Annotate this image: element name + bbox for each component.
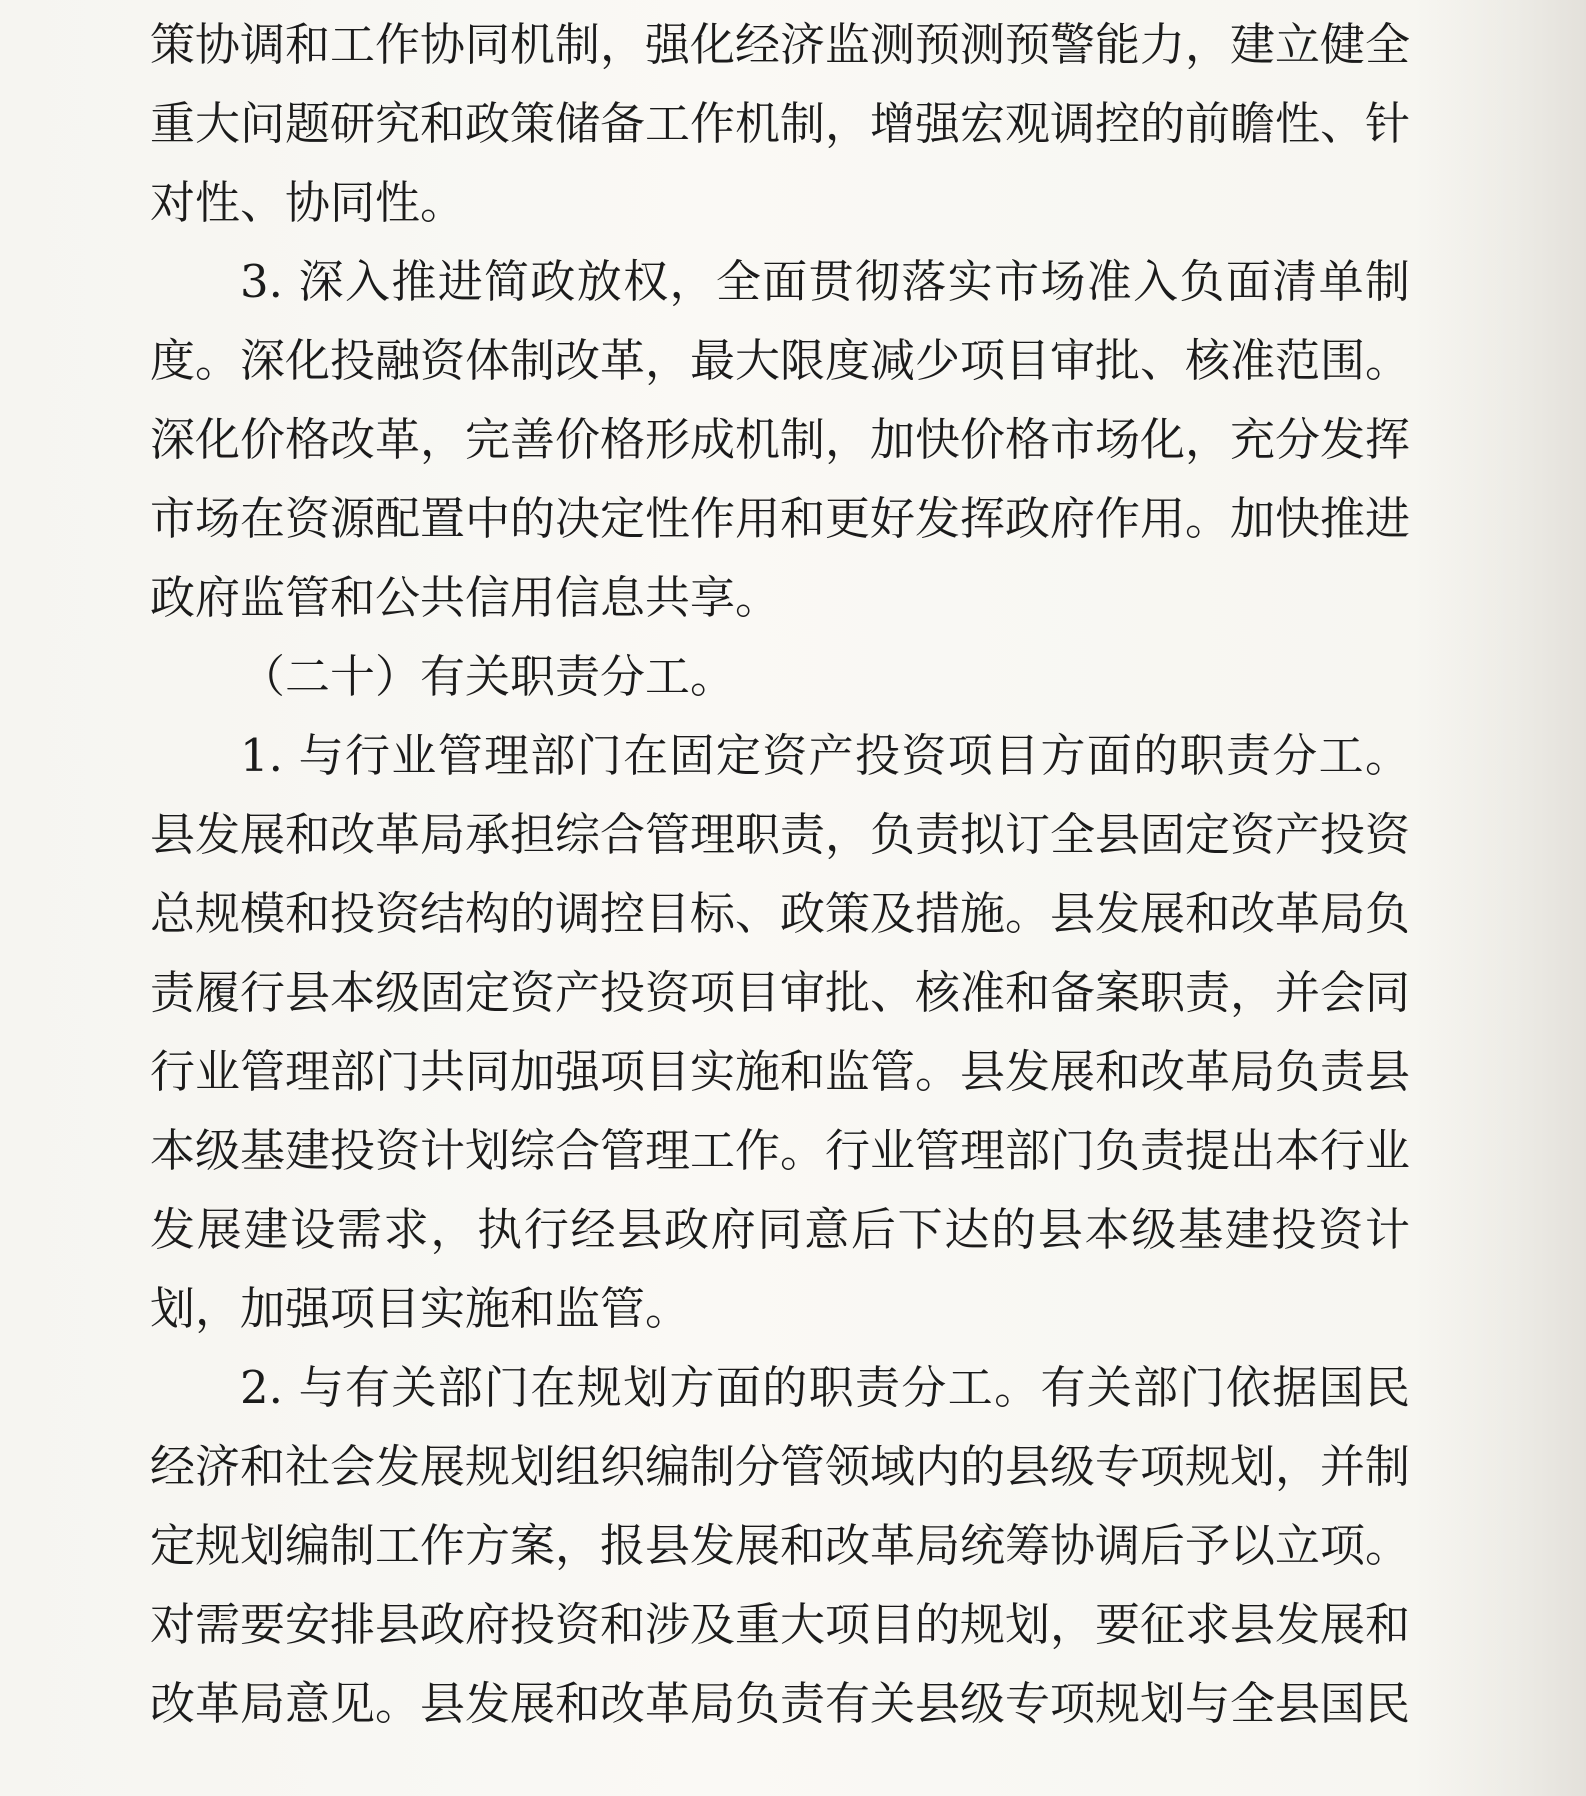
text-line-2: 重大问题研究和政策储备工作机制，增强宏观调控的前瞻性、针 bbox=[150, 97, 1410, 150]
section-heading: （二十）有关职责分工。 bbox=[240, 650, 736, 703]
text-line-21: 对需要安排县政府投资和涉及重大项目的规划，要征求县发展和 bbox=[150, 1598, 1410, 1651]
text-line-17: 划，加强项目实施和监管。 bbox=[150, 1282, 691, 1335]
text-line-4: 3. 深入推进简政放权，全面贯彻落实市场准入负面清单制 bbox=[240, 255, 1410, 308]
page-edge-shadow bbox=[1416, 0, 1586, 1796]
text-line-5: 度。深化投融资体制改革，最大限度减少项目审批、核准范围。 bbox=[150, 334, 1410, 387]
text-line-1: 策协调和工作协同机制，强化经济监测预测预警能力，建立健全 bbox=[150, 18, 1410, 71]
text-line-15: 本级基建投资计划综合管理工作。行业管理部门负责提出本行业 bbox=[150, 1124, 1410, 1177]
text-line-7: 市场在资源配置中的决定性作用和更好发挥政府作用。加快推进 bbox=[150, 492, 1410, 545]
text-line-6: 深化价格改革，完善价格形成机制，加快价格市场化，充分发挥 bbox=[150, 413, 1410, 466]
text-line-22: 改革局意见。县发展和改革局负责有关县级专项规划与全县国民 bbox=[150, 1677, 1410, 1730]
text-line-19: 经济和社会发展规划组织编制分管领域内的县级专项规划，并制 bbox=[150, 1440, 1410, 1493]
text-line-14: 行业管理部门共同加强项目实施和监管。县发展和改革局负责县 bbox=[150, 1045, 1410, 1098]
text-line-10: 1. 与行业管理部门在固定资产投资项目方面的职责分工。 bbox=[240, 729, 1410, 782]
text-line-18: 2. 与有关部门在规划方面的职责分工。有关部门依据国民 bbox=[240, 1361, 1410, 1414]
text-line-16: 发展建设需求，执行经县政府同意后下达的县本级基建投资计 bbox=[150, 1203, 1410, 1256]
text-line-13: 责履行县本级固定资产投资项目审批、核准和备案职责，并会同 bbox=[150, 966, 1410, 1019]
text-line-12: 总规模和投资结构的调控目标、政策及措施。县发展和改革局负 bbox=[150, 887, 1410, 940]
text-line-8: 政府监管和公共信用信息共享。 bbox=[150, 571, 781, 624]
text-line-20: 定规划编制工作方案，报县发展和改革局统筹协调后予以立项。 bbox=[150, 1519, 1410, 1572]
text-line-3: 对性、协同性。 bbox=[150, 176, 466, 229]
text-line-11: 县发展和改革局承担综合管理职责，负责拟订全县固定资产投资 bbox=[150, 808, 1410, 861]
